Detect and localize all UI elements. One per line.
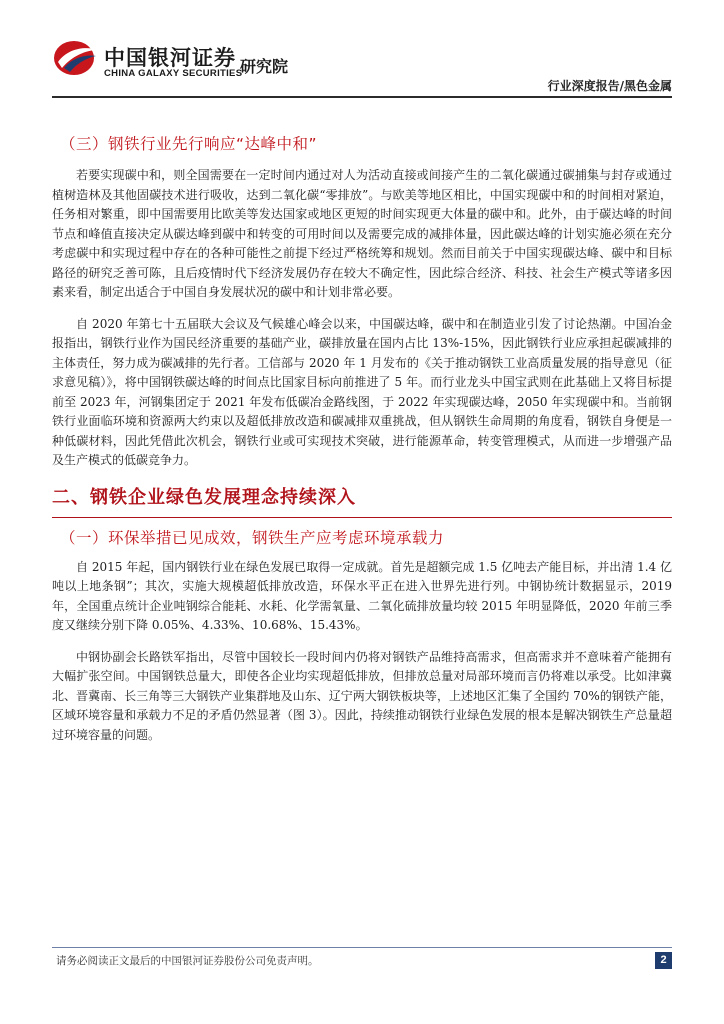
footer-divider bbox=[52, 947, 672, 948]
brand-name-cn: 中国银河证券 bbox=[104, 46, 236, 70]
page-header bbox=[0, 0, 724, 100]
paragraph: 自 2020 年第七十五届联大会议及气候雄心峰会以来，中国碳达峰，碳中和在制造业引发了讨论热潮。中国冶金报指出，钢铁行业作为国民经济重要的基础产业，碳排放量在国内占比 13%-15%，因此钢铁行业应承担起碳减排的主体责任，努力成为碳减排的先行者。工信部与 2020 年 1 月发布的《关于推动钢铁工业高质量发展的指导意见（征求意见稿）》，将中国钢铁碳达峰的时间点比国家目标向前推进了 5 年。而行业龙头中国宝武则在此基础上又将目标提前至 2023 年，河钢集团定于 2021 年发布低碳冶金路线图，于 2022 年实现碳达峰，2050 年实现碳中和。当前钢铁行业面临环境和资源两大约束以及超低排放改造和碳减排双重挑战，但从钢铁生命周期的角度看，钢铁自身便是一种低碳材料，因此凭借此次机会，钢铁行业或可实现技术突破，进行能源革命，转变管理模式，从而进一步增强产品及生产模式的低碳竞争力。 bbox=[52, 316, 672, 467]
page-number: 2 bbox=[655, 952, 672, 969]
section-heading-3: （三）钢铁行业先行响应“达峰中和” bbox=[60, 135, 318, 153]
section-heading-1: （一）环保举措已见成效，钢铁生产应考虑环境承载力 bbox=[60, 528, 445, 547]
chapter-divider bbox=[52, 517, 672, 518]
chapter-heading: 二、钢铁企业绿色发展理念持续深入 bbox=[52, 486, 356, 508]
galaxy-logo-icon bbox=[52, 38, 100, 78]
header-divider bbox=[52, 96, 672, 98]
paragraph: 中钢协副会长路铁军指出，尽管中国较长一段时间内仍将对钢铁产品维持高需求，但高需求并不意味着产能拥有大幅扩张空间。中国钢铁总量大，即使各企业均实现超低排放，但排放总量对局部环境而言仍将难以承受。比如津冀北、晋冀南、长三角等三大钢铁产业集群地及山东、辽宁两大钢铁板块等，上述地区汇集了全国约 70%的钢铁产能，区域环境容量和承载力不足的矛盾仍然显著（图 3）。因此，持续推动钢铁行业绿色发展的根本是解决钢铁生产总量超过环境容量的问题。 bbox=[52, 649, 672, 742]
brand-name-en: CHINA GALAXY SECURITIES bbox=[104, 68, 243, 79]
main-content bbox=[52, 132, 672, 757]
paragraph: 自 2015 年起，国内钢铁行业在绿色发展已取得一定成就。首先是超额完成 1.5 亿吨去产能目标，并出清 1.4 亿吨以上地条钢”；其次，实施大规模超低排放改造，环保水平正在进入世界先进行列。中钢协统计数据显示，2019 年，全国重点统计企业吨钢综合能耗、水耗、化学需氧量、二氧化硫排放量均较 2015 年明显降低，2020 年前三季度又继续分别下降 0.05%、4.33%、10.68%、15.43%。 bbox=[52, 559, 672, 632]
institute-label: 研究院 bbox=[240, 57, 289, 76]
paragraph: 若要实现碳中和，则全国需要在一定时间内通过对人为活动直接或间接产生的二氧化碳通过碳捕集与封存或通过植树造林及其他固碳技术进行吸收，达到二氧化碳“零排放”。与欧美等地区相比，中国实现碳中和的时间相对紧迫，任务相对繁重，即中国需要用比欧美等发达国家或地区更短的时间实现更大体量的碳中和。此外，由于碳达峰的时间节点和峰值直接决定从碳达峰到碳中和转变的可用时间以及需要完成的减排体量，因此碳达峰的计划实施必须在充分考虑碳中和实现过程中存在的各种可能性之前提下经过严格统筹和规划。然而目前关于中国实现碳达峰、碳中和目标路径的研究乏善可陈，且后疫情时代下经济发展仍存在较大不确定性，因此综合经济、科技、社会生产模式等诸多因素来看，制定出适合于中国自身发展状况的碳中和计划非常必要。 bbox=[52, 168, 672, 299]
report-type: 行业深度报告/黑色金属 bbox=[547, 79, 672, 93]
disclaimer-text: 请务必阅读正文最后的中国银河证券股份公司免责声明。 bbox=[56, 955, 319, 967]
